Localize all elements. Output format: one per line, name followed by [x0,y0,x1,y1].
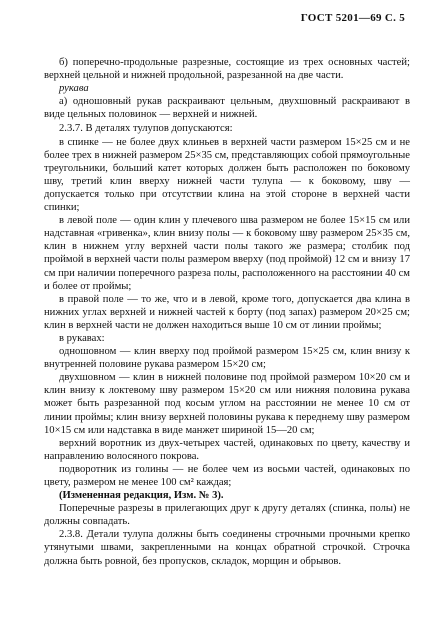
paragraph: 2.3.8. Детали тулупа должны быть соединены строчными прочными крепко утянутыми швами, закрепленными на концах обратной строчкой. Строчка должна быть ровной, без пропусков, складок, морщин и обрывов. [44,529,410,567]
paragraph: в рукавах: [59,332,105,344]
paragraph: в спинке — не более двух клиньев в верхней части размером 15×25 см и не более трех в нижней размером 25×35 см, представляющих собой прямоугольные треугольники, больший катет которых должен быть расположен по боковому шву, третий клин вверху нижней части тулупа — к боковому, шву — допускается только при отсутствии клина на этой стороне в верхней части спинки; [44,136,410,214]
section-heading: 2.3.7. В деталях тулупов допускаются: [59,123,233,135]
document-body [44,56,410,568]
paragraph: в левой поле — один клин у плечевого шва размером не более 15×15 см или надставная «гривенка», клин внизу полы — к боковому шву размером 25×35 см, клин в нижнем углу верхней части полы такого же размера; столбик под проймой в верхней части полы размером вверху (под проймой) 12 см и внизу 17 см при наличии поперечного разреза полы, расположенного на расстоянии 40 см и более от проймы; [44,215,410,292]
page-header: ГОСТ 5201—69 С. 5 [300,12,405,24]
amendment-note: (Измененная редакция, Изм. № 3). [59,490,224,502]
paragraph: а) одношовный рукав раскраивают цельным, двухшовный раскраивают в виде цельных половинок — верхней и нижней. [44,96,410,121]
paragraph: одношовном — клин вверху под проймой размером 15×25 см, клин внизу к внутренней половине рукава размером 15×20 см; [44,346,410,371]
subheading: рукава [59,83,89,95]
paragraph: двухшовном — клин в нижней половине под проймой размером 10×20 см и клин внизу к локтевому шву размером 15×20 см или нижняя половина рукава может быть разрезанной под косым углом на расстоянии не менее 10 см от линии проймы; клин внизу верхней половины рукава к переднему шву размером 10×15 см или надставка в виде манжет шириной 15—20 см; [44,372,410,436]
paragraph: б) поперечно-продольные разрезные, состоящие из трех основных частей; верхней цельной и нижней продольной, разрезанной на две части. [44,57,410,82]
paragraph: верхний воротник из двух-четырех частей, одинаковых по цвету, качеству и направлению волосяного покрова. [44,437,410,462]
paragraph: в правой поле — то же, что и в левой, кроме того, допускается два клина в нижних углах верхней и нижней частей к борту (под запах) размером 20×25 см; клин в верхней части не должен находиться выше 10 см от линии проймы; [44,293,410,331]
paragraph: Поперечные разрезы в прилегающих друг к другу деталях (спинка, полы) не должны совпадать. [44,503,410,528]
paragraph: подворотник из голины — не более чем из восьми частей, одинаковых по цвету, размером не менее 100 см² каждая; [44,463,410,488]
